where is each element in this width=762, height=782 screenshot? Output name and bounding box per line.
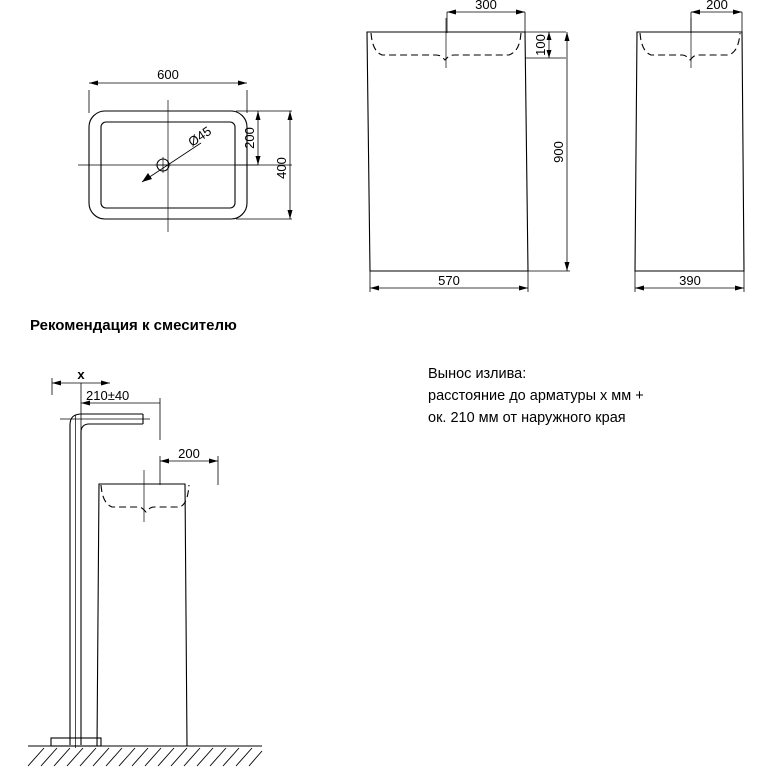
side-view-body-outline bbox=[635, 32, 744, 271]
front-view bbox=[367, 0, 570, 292]
front-view-bowl-width-dimension bbox=[447, 10, 525, 34]
drain-diameter-label: Ø45 bbox=[185, 123, 215, 150]
side-view-bowl-profile bbox=[640, 33, 740, 60]
floor bbox=[28, 746, 262, 766]
front-view-height-label: 900 bbox=[551, 141, 566, 163]
note-line-3: ок. 210 мм от наружного края bbox=[428, 410, 626, 426]
top-view-width-label: 600 bbox=[157, 67, 179, 82]
front-view-bowl-depth-label: 100 bbox=[533, 34, 548, 56]
note-line-2: расстояние до арматуры х мм + bbox=[428, 388, 644, 404]
side-view-bowl-width-label: 200 bbox=[706, 0, 728, 12]
front-view-bowl-width-label: 300 bbox=[475, 0, 497, 12]
note-block bbox=[428, 366, 644, 426]
faucet-x-label: x bbox=[77, 367, 85, 382]
front-view-body-outline bbox=[367, 32, 528, 271]
faucet-view-basin bbox=[97, 470, 189, 746]
faucet-view-basin-label: 200 bbox=[178, 446, 200, 461]
top-view bbox=[78, 67, 293, 232]
faucet-spout-label: 210±40 bbox=[86, 388, 130, 403]
floor-hatching bbox=[28, 748, 262, 766]
drain-hole bbox=[155, 157, 171, 173]
faucet-view-bowl-profile bbox=[101, 485, 189, 512]
faucet-recommendation-view bbox=[28, 367, 262, 766]
section-title: Рекомендация к смесителю bbox=[30, 317, 237, 334]
top-view-depth-label: 400 bbox=[274, 157, 289, 179]
side-view-bowl-width-dimension bbox=[691, 10, 742, 34]
faucet-column bbox=[51, 414, 150, 748]
side-view bbox=[635, 0, 744, 292]
faucet-view-basin-outline bbox=[97, 484, 187, 746]
top-view-drain-offset-label: 200 bbox=[242, 127, 257, 149]
front-view-base-width-label: 570 bbox=[438, 273, 460, 288]
note-line-1: Вынос излива: bbox=[428, 366, 527, 382]
side-view-base-width-label: 390 bbox=[679, 273, 701, 288]
